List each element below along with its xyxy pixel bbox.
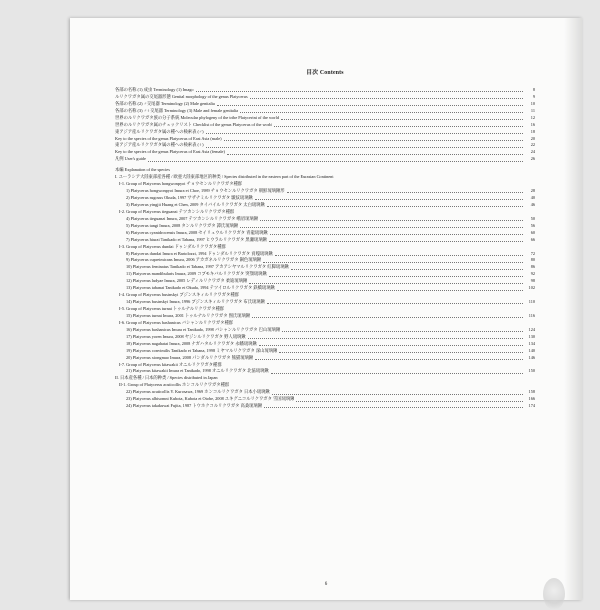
species-entry xyxy=(115,403,535,410)
species-entry xyxy=(115,257,535,264)
entry-page: 8 xyxy=(532,86,535,92)
entry-title: 各部の名称 (1) 成虫 Terminology (1) Imago xyxy=(115,86,194,92)
entry-title: 17) Platycerus yoren Imura, 2008 ヤジンルリクワガタ 野人琉璃鍬 xyxy=(126,333,246,339)
species-entry xyxy=(115,396,535,403)
entry-page: 102 xyxy=(528,285,535,291)
entry-title: 凡例 User's guide xyxy=(115,156,146,162)
species-entry xyxy=(115,278,535,285)
leader-dots xyxy=(279,352,523,353)
entry-title: Key to the species of the genus Platycerus of East Asia (male) xyxy=(115,135,222,141)
leader-dots xyxy=(269,241,523,242)
entry-title: 8) Platycerus dundai Imura et Bartolozzi, 1994 ドゥンダルリクワガタ 貢嘎琉璃鍬 xyxy=(126,250,273,256)
page-number: 6 xyxy=(324,582,328,587)
leader-dots xyxy=(296,401,523,402)
entry-title: 各部の名称 (2) ♂交尾器 Terminology (2) Male genitalia xyxy=(115,100,215,106)
page-edge-shadow xyxy=(564,18,582,600)
entry-page: 110 xyxy=(528,299,535,305)
group-heading: I-4. Group of Platycerus businskyi ブジンスキィルリクワガタ種群 xyxy=(119,292,239,298)
entry-page: 158 xyxy=(528,389,535,395)
entry-page: 72 xyxy=(530,250,535,256)
entry-title: 9) Platycerus cupreimicans Imura, 2006 アカガネルリクワガタ 銅色琉璃鍬 xyxy=(126,257,262,263)
group-heading: I-5. Group of Platycerus turnai トゥルナルリクワガタ種群 xyxy=(119,306,225,312)
group-heading: I-3. Group of Platycerus dundai ドゥンダルリクワガタ種群 xyxy=(119,243,226,249)
entry-title: 各部の名称 (3) ♂♀交尾器 Terminology (3) Male and female genitalia xyxy=(115,107,239,113)
entry-title: 21) Platycerus kitawakii Imura et Tanikado, 1998 オニルリクワガタ 北協琉璃鍬 xyxy=(126,368,269,374)
entry-page: 18 xyxy=(530,128,535,134)
group-heading: I-7. Group of Platycerus kitawakii オニルリクワガタ種群 xyxy=(119,361,222,367)
group-heading: I-2. Group of Platycerus tieguanzi テツカンシルリクワガタ種群 xyxy=(119,208,235,214)
leader-dots xyxy=(270,234,523,235)
entry-page: 9 xyxy=(532,93,535,99)
entry-page: 150 xyxy=(528,368,535,374)
leader-dots xyxy=(255,359,523,360)
entry-title: 14) Platycerus businskyi Imura, 1996 ブジンスキィルリクワガタ 布氏琉璃鍬 xyxy=(126,299,265,305)
leader-dots xyxy=(260,220,523,221)
toc-entry xyxy=(115,108,535,115)
leader-dots xyxy=(287,192,523,193)
watermark-stamp xyxy=(543,578,565,610)
group-heading: I-6. Group of Platycerus bashanicus バシャンルリクワガタ種群 xyxy=(119,319,234,325)
toc-entry xyxy=(115,122,535,129)
entry-title: ルリクワガタ属の交尾器形態 Genital morphology of the genus Platycerus xyxy=(115,93,248,99)
leader-dots xyxy=(206,147,523,148)
entry-page: 66 xyxy=(530,236,535,242)
leader-dots xyxy=(277,290,523,291)
species-entry xyxy=(115,368,535,375)
entry-title: 4) Platycerus tieguanzi Imura, 2007 テツカンシルリクワガタ 峨眉琉璃鍬 xyxy=(126,215,259,221)
leader-dots xyxy=(263,262,523,263)
entry-page: 92 xyxy=(530,271,535,277)
leader-dots xyxy=(274,126,523,127)
entry-page: 166 xyxy=(528,396,535,402)
leader-dots xyxy=(148,161,523,162)
leader-dots xyxy=(291,269,523,270)
entry-title: 東アジア産ルリクワガタ属の種への検索表 (♂) xyxy=(115,128,204,134)
leader-dots xyxy=(272,394,523,395)
entry-page: 26 xyxy=(530,156,535,162)
toc-entry xyxy=(115,87,535,94)
leader-dots xyxy=(264,407,523,408)
section-heading-eurasia: I. ユーラシア大陸東部産各種 / 欧亜大陸東部地区的种类 / Species distributed in the eastern part of the Eurasian Continent xyxy=(115,174,334,180)
entry-page: 16 xyxy=(530,121,535,127)
section-heading-main: 本編 Explanation of the species xyxy=(115,167,170,173)
entry-page: 140 xyxy=(528,347,535,353)
leader-dots xyxy=(196,91,523,92)
entry-title: 20) Platycerus xiongmao Imura, 2008 パンダルリクワガタ 熊猫琉璃鍬 xyxy=(126,354,254,360)
leader-dots xyxy=(217,105,523,106)
entry-page: 134 xyxy=(528,340,535,346)
entry-title: 23) Platycerus albisomni Kubota, Kubota et Otobe, 2008 ユキグニコルリクワガタ 雪国琉璃鍬 xyxy=(126,396,295,402)
leader-dots xyxy=(275,255,523,256)
entry-page: 46 xyxy=(530,201,535,207)
page-title: 目次 Contents xyxy=(306,70,344,76)
leader-dots xyxy=(224,140,523,141)
entry-page: 50 xyxy=(530,215,535,221)
entry-page: 60 xyxy=(530,229,535,235)
species-entry xyxy=(115,264,535,271)
section-heading-japan: II. 日本産各種 / 日本的种类 / Species distributed in Japan xyxy=(115,375,218,381)
entry-title: 7) Platycerus hiurai Tanikado et Tabana, 1997 ヒウラルリクワガタ 黑瀬琉璃鍬 xyxy=(126,236,267,242)
species-entry xyxy=(115,271,535,278)
entry-page: 20 xyxy=(530,135,535,141)
toc-entry xyxy=(115,156,535,163)
leader-dots xyxy=(248,338,523,339)
entry-page: 98 xyxy=(530,278,535,284)
toc-entry xyxy=(115,115,535,122)
entry-title: 3) Platycerus yingjii Huang et Chen, 2009 タイバイルリクワガタ 太白琉璃鍬 xyxy=(126,201,265,207)
entry-page: 56 xyxy=(530,222,535,228)
entry-page: 11 xyxy=(530,107,535,113)
leader-dots xyxy=(227,154,523,155)
entry-title: Key to the species of the genus Platycerus of East Asia (female) xyxy=(115,149,225,155)
species-entry xyxy=(115,341,535,348)
japan-species-list xyxy=(115,382,535,410)
species-entry xyxy=(115,313,535,320)
entry-title: 16) Platycerus bashanicus Imura et Tanikado, 1998 バシャンルリクワガタ 巴山琉璃鍬 xyxy=(126,326,281,332)
toc-entry xyxy=(115,129,535,136)
species-entry xyxy=(115,389,535,396)
toc-entry xyxy=(115,149,535,156)
entry-title: 世界のルリクワガタ属のチェックリスト Checklist of the genus Platycerus of the world xyxy=(115,121,273,127)
leader-dots xyxy=(249,283,523,284)
entry-title: 15) Platycerus turnai Imura, 2001 トゥルナルリクワガタ 图氏琉璃鍬 xyxy=(126,312,251,318)
table-of-contents xyxy=(115,70,535,410)
species-entry xyxy=(115,223,535,230)
entry-title: 5) Platycerus tangi Imura, 2008 タンルリクワガタ 譚氏琉璃鍬 xyxy=(126,222,239,228)
entry-title: 10) Platycerus feminatus Tanikado et Tabana, 1997 アカアシヤマルリクワガタ 紅脚琉璃鍬 xyxy=(126,264,289,270)
entry-page: 86 xyxy=(530,264,535,270)
entry-title: 東アジア産ルリクワガタ属の種への検索表 (♀) xyxy=(115,142,204,148)
entry-page: 116 xyxy=(528,312,535,318)
entry-page: 40 xyxy=(530,195,535,200)
species-entry xyxy=(115,327,535,334)
group-heading: II-1. Group of Platycerus acuticollis ホンコルリクワガタ種群 xyxy=(119,382,230,388)
species-entry xyxy=(115,195,535,202)
leader-dots xyxy=(252,317,523,318)
entry-title: 6) Platycerus cyanidrocensis Imura, 2008 セイリュウルリクワガタ 青龍琉璃鍬 xyxy=(126,229,268,235)
toc-entry xyxy=(115,136,535,143)
leader-dots xyxy=(267,206,523,207)
species-entry xyxy=(115,355,535,362)
species-entry xyxy=(115,216,535,223)
leader-dots xyxy=(240,112,523,113)
leader-dots xyxy=(267,303,523,304)
leader-dots xyxy=(271,373,523,374)
species-entry xyxy=(115,334,535,341)
leader-dots xyxy=(259,345,523,346)
entry-page: 80 xyxy=(530,257,535,263)
species-entry xyxy=(115,299,535,306)
entry-title: 11) Platycerus mandibularis Imura, 2009 コブモキバルリクワガタ 突顎琉璃鍬 xyxy=(126,271,267,277)
document-page xyxy=(70,18,582,600)
species-entry xyxy=(115,188,535,195)
leader-dots xyxy=(250,98,523,99)
entry-title: 18) Platycerus nagahatai Imura, 2008 ナガハタルリクワガタ 永幡琉璃鍬 xyxy=(126,340,257,346)
entry-title: 1) Platycerus hongwonpyoi Imura et Choe, 1989 チョウセンルリクワガタ 朝鮮琉璃鍬形 xyxy=(126,188,285,194)
group-heading: I-1. Group of Platycerus hongwonpyoi チョウセンルリクワガタ種群 xyxy=(119,181,243,187)
entry-page: 22 xyxy=(530,142,535,148)
leader-dots xyxy=(281,119,523,120)
species-entry xyxy=(115,230,535,237)
entry-title: 24) Platycerus takakuwai Fujita, 1987 トウホクコルリクワガタ 高桑琉璃鍬 xyxy=(126,403,263,409)
entry-title: 22) Platycerus acuticollis Y. Kurosawa, 1969 ホンコルリクワガタ 日本小琉璃鍬 xyxy=(126,389,270,395)
leader-dots xyxy=(240,227,523,228)
leader-dots xyxy=(206,133,523,134)
entry-title: 13) Platycerus tabanai Tanikado et Okuda, 1994 テツイロルリクワガタ 鉄橋琉璃鍬 xyxy=(126,285,275,291)
species-groups-list xyxy=(115,181,535,375)
entry-title: 12) Platycerus ludyae Imura, 2005 レディルリクワガタ 柔迪琉璃鍬 xyxy=(126,278,248,284)
entry-title: 世界のルリクワガタ族の分子系統 Molecular phylogeny of the tribe Platycerini of the world xyxy=(115,114,280,120)
toc-entry xyxy=(115,94,535,101)
entry-page: 174 xyxy=(528,403,535,409)
species-entry xyxy=(115,348,535,355)
front-matter-list xyxy=(115,87,535,163)
species-entry xyxy=(115,237,535,244)
species-entry xyxy=(115,202,535,209)
entry-page: 12 xyxy=(530,114,535,120)
leader-dots xyxy=(282,331,523,332)
species-entry xyxy=(115,251,535,258)
entry-page: 146 xyxy=(528,354,535,360)
entry-title: 2) Platycerus rugosus Okuda, 1997 サザナミルリクワガタ 皺紋琉璃鍬 xyxy=(126,195,253,200)
toc-entry xyxy=(115,101,535,108)
entry-page: 24 xyxy=(530,149,535,155)
entry-title: 19) Platycerus convimilis Tanikado et Tabana, 1998 ミヤマルリクワガタ 深山琉璃鍬 xyxy=(126,347,278,353)
leader-dots xyxy=(269,276,523,277)
entry-page: 130 xyxy=(528,333,535,339)
leader-dots xyxy=(255,199,523,200)
entry-page: 28 xyxy=(530,188,535,194)
entry-page: 124 xyxy=(528,326,535,332)
toc-entry xyxy=(115,142,535,149)
entry-page: 10 xyxy=(530,100,535,106)
species-entry xyxy=(115,285,535,292)
